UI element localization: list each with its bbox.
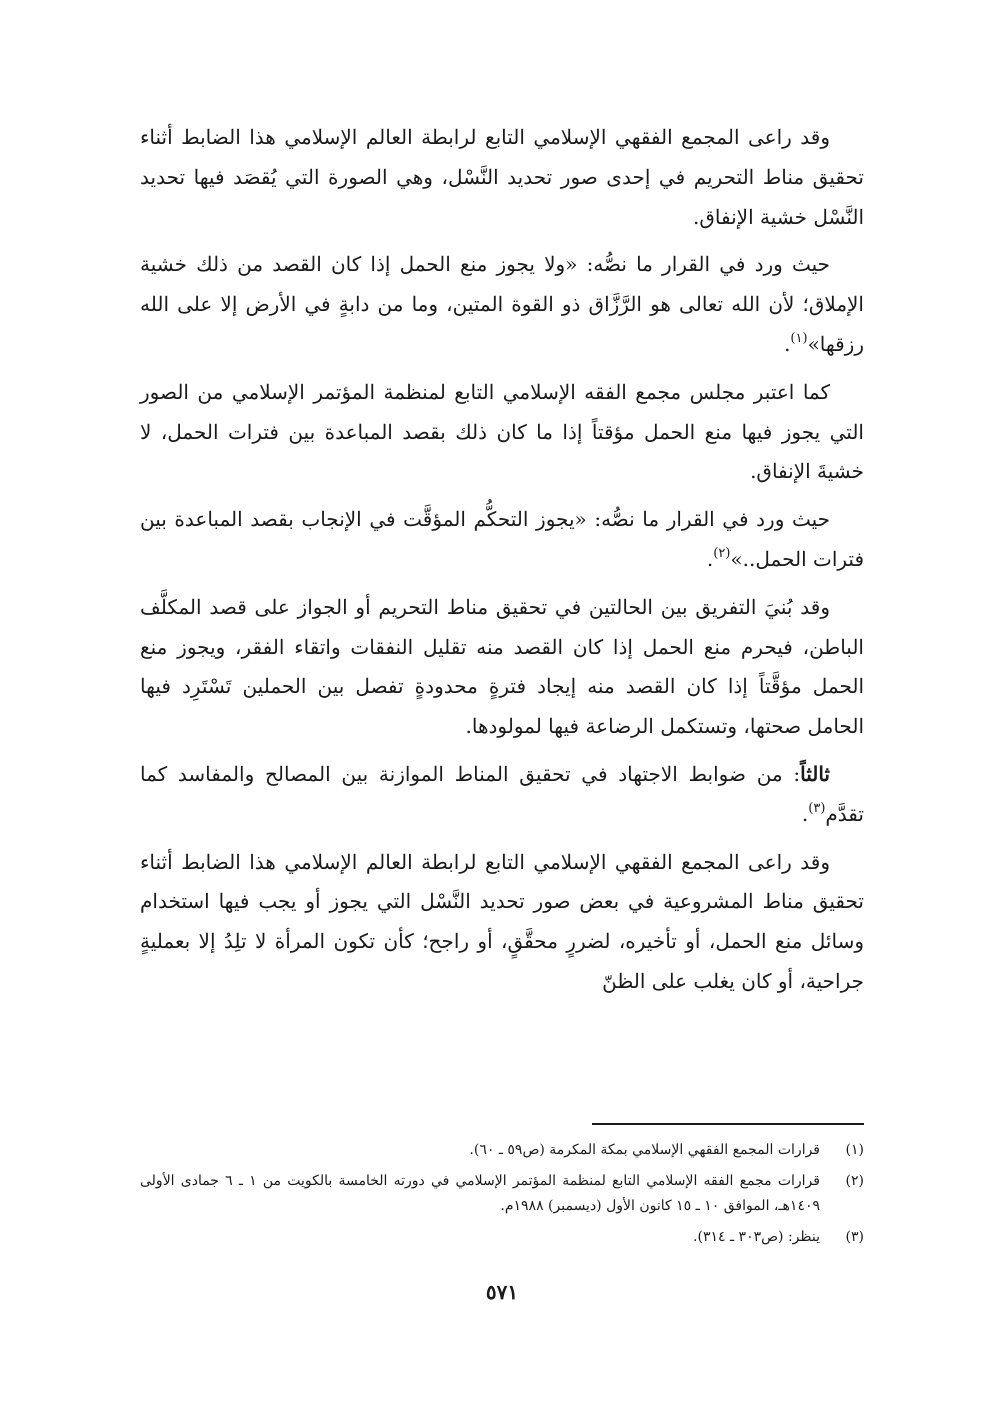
- paragraph-1-text: وقد راعى المجمع الفقهي الإسلامي التابع لرابطة العالم الإسلامي هذا الضابط أثناء تحقيق مناط التحريم في إحدى صور تحديد النَّسْل، وهي الصورة التي يُقصَد فيها تحديد النَّسْل خشية الإنفاق.: [140, 125, 864, 229]
- footnote-text: ينظر: (ص٣٠٣ ـ ٣١٤).: [693, 1229, 820, 1245]
- paragraph-6-end: .: [801, 801, 809, 826]
- paragraph-2: [140, 245, 864, 364]
- footnote-number: (٢): [845, 1173, 864, 1189]
- paragraph-7: [140, 843, 864, 1002]
- footnote-2: [140, 1169, 864, 1219]
- paragraph-4-end: .: [706, 546, 714, 571]
- main-text: [140, 118, 864, 1010]
- paragraph-7-text: وقد راعى المجمع الفقهي الإسلامي التابع لرابطة العالم الإسلامي هذا الضابط أثناء تحقيق مناط المشروعية في بعض صور تحديد النَّسْل التي يجوز أو يجب فيها استخدام وسائل منع الحمل، أو تأخيره، لضررٍ محقَّقٍ، أو راجح؛ كأن تكون المرأة لا تلِدُ إلا بعمليةٍ جراحية، أو كان يغلب على الظنّ: [140, 849, 864, 993]
- paragraph-3-text: كما اعتبر مجلس مجمع الفقه الإسلامي التابع لمنظمة المؤتمر الإسلامي من الصور التي يجوز فيها منع الحمل مؤقتاً إذا ما كان ذلك بقصد المباعدة بين فترات الحمل، لا خشيةَ الإنفاق.: [140, 379, 864, 484]
- footnote-text: قرارات مجمع الفقه الإسلامي التابع لمنظمة المؤتمر الإسلامي في دورته الخامسة بالكويت من ١ ـ ٦ جمادى الأولى ١٤٠٩هـ، الموافق ١٠ ـ ١٥ كانون الأول (ديسمبر) ١٩٨٨م.: [140, 1173, 820, 1214]
- paragraph-6-text: : من ضوابط الاجتهاد في تحقيق المناط الموازنة بين المصالح والمفاسد كما تقدَّم: [140, 761, 864, 826]
- footnote-3: [140, 1225, 864, 1250]
- footnote-divider: [592, 1123, 864, 1125]
- paragraph-2-end: .: [784, 331, 791, 356]
- page-number: ٥٧١: [485, 1280, 519, 1304]
- footnote-text: قرارات المجمع الفقهي الإسلامي بمكة المكرمة (ص٥٩ ـ ٦٠).: [469, 1142, 820, 1158]
- paragraph-4: [140, 500, 864, 580]
- paragraph-1: [140, 118, 864, 237]
- footnote-number: (٣): [845, 1229, 864, 1245]
- footnote-1: [140, 1138, 864, 1163]
- footnotes: [140, 1138, 864, 1256]
- paragraph-2-text: حيث ورد في القرار ما نصُّه: «ولا يجوز منع الحمل إذا كان القصد من ذلك خشية الإملاق؛ لأن الله تعالى هو الرَّزَّاق ذو القوة المتين، وما من دابةٍ في الأرض إلا على الله رزقها»: [140, 252, 864, 356]
- footnote-number: (١): [845, 1142, 864, 1158]
- footnote-ref-3: (٣): [808, 800, 826, 816]
- paragraph-5: [140, 588, 864, 747]
- paragraph-6: [140, 755, 864, 835]
- footnote-ref-2: (٢): [713, 545, 731, 561]
- footnote-ref-1: (١): [790, 330, 808, 346]
- section-heading-thalithan: ثالثاً: [800, 761, 830, 786]
- paragraph-3: [140, 373, 864, 492]
- paragraph-4-text: حيث ورد في القرار ما نصُّه: «يجوز التحكُّم المؤقَّت في الإنجاب بقصد المباعدة بين فترات الحمل..»: [140, 507, 864, 571]
- paragraph-5-text: وقد بُنيَ التفريق بين الحالتين في تحقيق مناط التحريم أو الجواز على قصد المكلَّف الباطن، فيحرم منع الحمل إذا كان القصد منه تقليل النفقات واتقاء الفقر، ويجوز منع الحمل مؤقَّتاً إذا كان القصد منه إيجاد فترةٍ محدودةٍ تفصل بين الحملين تَسْتَرِد فيها الحامل صحتها، وتستكمل الرضاعة فيها لمولودها.: [140, 594, 864, 739]
